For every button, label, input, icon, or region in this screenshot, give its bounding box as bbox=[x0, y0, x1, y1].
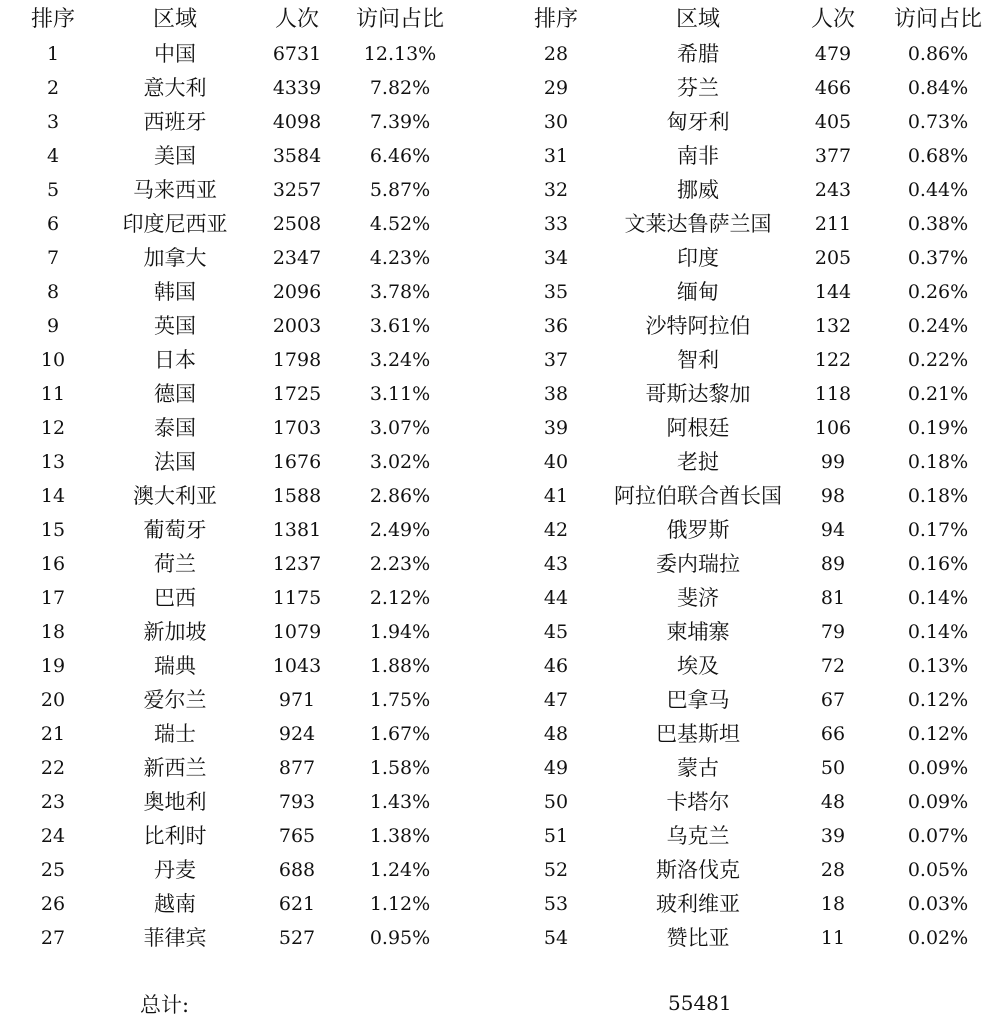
cell-rank: 37 bbox=[543, 349, 569, 371]
cell-visits: 28 bbox=[820, 859, 846, 881]
cell-pct: 0.07% bbox=[907, 825, 969, 847]
cell-pct: 0.09% bbox=[907, 757, 969, 779]
cell-region: 俄罗斯 bbox=[666, 518, 730, 542]
cell-pct: 0.14% bbox=[907, 621, 969, 643]
cell-rank: 18 bbox=[40, 621, 66, 643]
table-row bbox=[503, 37, 993, 71]
cell-region: 爱尔兰 bbox=[143, 688, 207, 712]
cell-rank: 34 bbox=[543, 247, 569, 269]
cell-rank: 45 bbox=[543, 621, 569, 643]
table-row bbox=[0, 547, 490, 581]
table-row bbox=[0, 921, 490, 955]
cell-visits: 765 bbox=[278, 825, 316, 847]
cell-rank: 4 bbox=[46, 145, 60, 167]
table-row bbox=[503, 649, 993, 683]
table-row bbox=[503, 751, 993, 785]
cell-visits: 94 bbox=[820, 519, 846, 541]
cell-visits: 527 bbox=[278, 927, 316, 949]
cell-region: 中国 bbox=[154, 42, 196, 66]
table-row bbox=[503, 547, 993, 581]
cell-region: 泰国 bbox=[154, 416, 196, 440]
cell-region: 马来西亚 bbox=[133, 178, 217, 202]
cell-visits: 971 bbox=[278, 689, 316, 711]
cell-visits: 72 bbox=[820, 655, 846, 677]
cell-visits: 877 bbox=[278, 757, 316, 779]
total-label: 总计: bbox=[140, 993, 190, 1017]
cell-rank: 43 bbox=[543, 553, 569, 575]
cell-rank: 24 bbox=[40, 825, 66, 847]
table-row bbox=[0, 411, 490, 445]
cell-rank: 17 bbox=[40, 587, 66, 609]
cell-pct: 1.58% bbox=[369, 757, 431, 779]
table-row bbox=[0, 717, 490, 751]
cell-pct: 1.67% bbox=[369, 723, 431, 745]
cell-rank: 12 bbox=[40, 417, 66, 439]
table-row bbox=[503, 921, 993, 955]
header-pct: 访问占比 bbox=[355, 7, 444, 32]
cell-pct: 0.12% bbox=[907, 723, 969, 745]
cell-pct: 2.86% bbox=[369, 485, 431, 507]
table-row bbox=[503, 377, 993, 411]
cell-region: 丹麦 bbox=[154, 858, 196, 882]
cell-pct: 0.18% bbox=[907, 485, 969, 507]
cell-pct: 4.23% bbox=[369, 247, 431, 269]
cell-visits: 6731 bbox=[272, 43, 322, 65]
cell-rank: 41 bbox=[543, 485, 569, 507]
table-row bbox=[503, 445, 993, 479]
cell-pct: 0.14% bbox=[907, 587, 969, 609]
cell-pct: 0.84% bbox=[907, 77, 969, 99]
cell-visits: 243 bbox=[814, 179, 852, 201]
table-row bbox=[503, 411, 993, 445]
cell-rank: 11 bbox=[40, 383, 66, 405]
header-rank: 排序 bbox=[30, 7, 75, 32]
cell-visits: 99 bbox=[820, 451, 846, 473]
cell-pct: 0.68% bbox=[907, 145, 969, 167]
cell-visits: 405 bbox=[814, 111, 852, 133]
cell-visits: 1588 bbox=[272, 485, 322, 507]
cell-rank: 25 bbox=[40, 859, 66, 881]
cell-region: 澳大利亚 bbox=[133, 484, 217, 508]
header-rank: 排序 bbox=[533, 7, 578, 32]
cell-region: 斯洛伐克 bbox=[656, 858, 740, 882]
cell-region: 挪威 bbox=[677, 178, 719, 202]
table-row bbox=[0, 343, 490, 377]
cell-pct: 1.24% bbox=[369, 859, 431, 881]
cell-visits: 39 bbox=[820, 825, 846, 847]
cell-region: 埃及 bbox=[677, 654, 719, 678]
table-row bbox=[0, 853, 490, 887]
table-row bbox=[0, 105, 490, 139]
table-row bbox=[503, 683, 993, 717]
table-row bbox=[503, 785, 993, 819]
cell-region: 英国 bbox=[154, 314, 196, 338]
cell-rank: 21 bbox=[40, 723, 66, 745]
cell-rank: 47 bbox=[543, 689, 569, 711]
cell-region: 文莱达鲁萨兰国 bbox=[624, 212, 772, 236]
header-region: 区域 bbox=[152, 7, 197, 32]
header-visits: 人次 bbox=[274, 7, 319, 32]
table-row bbox=[503, 513, 993, 547]
cell-visits: 3584 bbox=[272, 145, 322, 167]
cell-region: 奥地利 bbox=[143, 790, 207, 814]
cell-region: 印度 bbox=[677, 246, 719, 270]
cell-region: 南非 bbox=[677, 144, 719, 168]
table-row bbox=[503, 479, 993, 513]
cell-rank: 5 bbox=[46, 179, 60, 201]
cell-pct: 0.19% bbox=[907, 417, 969, 439]
cell-region: 比利时 bbox=[143, 824, 207, 848]
table-row bbox=[0, 887, 490, 921]
cell-region: 巴西 bbox=[154, 586, 196, 610]
cell-pct: 3.02% bbox=[369, 451, 431, 473]
cell-rank: 48 bbox=[543, 723, 569, 745]
cell-visits: 4098 bbox=[272, 111, 322, 133]
cell-region: 斐济 bbox=[677, 586, 719, 610]
cell-region: 智利 bbox=[677, 348, 719, 372]
cell-visits: 66 bbox=[820, 723, 846, 745]
cell-pct: 0.03% bbox=[907, 893, 969, 915]
table-row bbox=[0, 139, 490, 173]
table-row bbox=[0, 71, 490, 105]
cell-pct: 0.17% bbox=[907, 519, 969, 541]
cell-region: 阿拉伯联合酋长国 bbox=[614, 484, 782, 508]
table-row bbox=[503, 173, 993, 207]
cell-rank: 9 bbox=[46, 315, 60, 337]
cell-region: 老挝 bbox=[677, 450, 719, 474]
cell-region: 菲律宾 bbox=[143, 926, 207, 950]
cell-rank: 28 bbox=[543, 43, 569, 65]
cell-rank: 29 bbox=[543, 77, 569, 99]
cell-rank: 10 bbox=[40, 349, 66, 371]
cell-pct: 0.21% bbox=[907, 383, 969, 405]
table-row bbox=[503, 275, 993, 309]
cell-rank: 23 bbox=[40, 791, 66, 813]
table-row bbox=[503, 207, 993, 241]
cell-pct: 0.44% bbox=[907, 179, 969, 201]
cell-rank: 22 bbox=[40, 757, 66, 779]
cell-visits: 1175 bbox=[272, 587, 322, 609]
header-region: 区域 bbox=[675, 7, 720, 32]
cell-rank: 51 bbox=[543, 825, 569, 847]
cell-region: 阿根廷 bbox=[666, 416, 730, 440]
cell-rank: 13 bbox=[40, 451, 66, 473]
cell-pct: 0.26% bbox=[907, 281, 969, 303]
cell-visits: 4339 bbox=[272, 77, 322, 99]
cell-rank: 15 bbox=[40, 519, 66, 541]
cell-visits: 211 bbox=[814, 213, 852, 235]
cell-pct: 0.73% bbox=[907, 111, 969, 133]
cell-rank: 50 bbox=[543, 791, 569, 813]
cell-visits: 1237 bbox=[272, 553, 322, 575]
cell-visits: 122 bbox=[814, 349, 852, 371]
cell-region: 法国 bbox=[154, 450, 196, 474]
cell-rank: 42 bbox=[543, 519, 569, 541]
cell-rank: 39 bbox=[543, 417, 569, 439]
cell-rank: 16 bbox=[40, 553, 66, 575]
cell-region: 玻利维亚 bbox=[656, 892, 740, 916]
cell-pct: 1.75% bbox=[369, 689, 431, 711]
cell-visits: 81 bbox=[820, 587, 846, 609]
cell-pct: 1.88% bbox=[369, 655, 431, 677]
cell-rank: 3 bbox=[46, 111, 60, 133]
cell-visits: 2096 bbox=[272, 281, 322, 303]
cell-rank: 7 bbox=[46, 247, 60, 269]
cell-region: 西班牙 bbox=[143, 110, 207, 134]
cell-rank: 1 bbox=[46, 43, 60, 65]
cell-visits: 132 bbox=[814, 315, 852, 337]
cell-rank: 46 bbox=[543, 655, 569, 677]
cell-pct: 4.52% bbox=[369, 213, 431, 235]
table-row bbox=[0, 37, 490, 71]
cell-pct: 0.38% bbox=[907, 213, 969, 235]
cell-pct: 0.95% bbox=[369, 927, 431, 949]
cell-region: 瑞士 bbox=[154, 722, 196, 746]
cell-rank: 14 bbox=[40, 485, 66, 507]
cell-rank: 35 bbox=[543, 281, 569, 303]
table-row bbox=[0, 751, 490, 785]
cell-rank: 6 bbox=[46, 213, 60, 235]
total-value: 55481 bbox=[668, 991, 732, 1015]
cell-rank: 26 bbox=[40, 893, 66, 915]
cell-pct: 1.43% bbox=[369, 791, 431, 813]
cell-region: 印度尼西亚 bbox=[122, 212, 228, 236]
cell-pct: 7.39% bbox=[369, 111, 431, 133]
cell-region: 美国 bbox=[154, 144, 196, 168]
cell-region: 葡萄牙 bbox=[143, 518, 207, 542]
cell-pct: 2.12% bbox=[369, 587, 431, 609]
cell-pct: 0.22% bbox=[907, 349, 969, 371]
cell-visits: 11 bbox=[820, 927, 846, 949]
cell-rank: 33 bbox=[543, 213, 569, 235]
cell-region: 加拿大 bbox=[143, 246, 207, 270]
table-header-row bbox=[0, 3, 490, 37]
table-row bbox=[503, 241, 993, 275]
table-row bbox=[0, 207, 490, 241]
cell-rank: 19 bbox=[40, 655, 66, 677]
cell-rank: 20 bbox=[40, 689, 66, 711]
cell-rank: 30 bbox=[543, 111, 569, 133]
table-row bbox=[503, 819, 993, 853]
cell-visits: 48 bbox=[820, 791, 846, 813]
cell-region: 柬埔寨 bbox=[666, 620, 730, 644]
cell-pct: 0.09% bbox=[907, 791, 969, 813]
table-row bbox=[0, 513, 490, 547]
table-row bbox=[503, 343, 993, 377]
cell-visits: 2347 bbox=[272, 247, 322, 269]
cell-pct: 3.78% bbox=[369, 281, 431, 303]
table-row bbox=[0, 241, 490, 275]
table-row bbox=[503, 309, 993, 343]
table-row bbox=[503, 887, 993, 921]
header-visits: 人次 bbox=[810, 7, 855, 32]
cell-region: 沙特阿拉伯 bbox=[645, 314, 751, 338]
cell-region: 希腊 bbox=[677, 42, 719, 66]
table-row bbox=[0, 275, 490, 309]
cell-region: 日本 bbox=[154, 348, 196, 372]
cell-rank: 40 bbox=[543, 451, 569, 473]
cell-visits: 924 bbox=[278, 723, 316, 745]
cell-region: 新加坡 bbox=[143, 620, 207, 644]
cell-region: 乌克兰 bbox=[666, 824, 730, 848]
cell-region: 德国 bbox=[154, 382, 196, 406]
cell-pct: 3.24% bbox=[369, 349, 431, 371]
cell-visits: 1043 bbox=[272, 655, 322, 677]
cell-region: 芬兰 bbox=[677, 76, 719, 100]
cell-region: 哥斯达黎加 bbox=[645, 382, 751, 406]
cell-visits: 2508 bbox=[272, 213, 322, 235]
cell-region: 缅甸 bbox=[677, 280, 719, 304]
cell-region: 荷兰 bbox=[154, 552, 196, 576]
cell-pct: 1.94% bbox=[369, 621, 431, 643]
cell-visits: 50 bbox=[820, 757, 846, 779]
table-row bbox=[503, 71, 993, 105]
table-row bbox=[0, 173, 490, 207]
cell-visits: 89 bbox=[820, 553, 846, 575]
cell-rank: 36 bbox=[543, 315, 569, 337]
cell-rank: 49 bbox=[543, 757, 569, 779]
table-row bbox=[0, 819, 490, 853]
cell-visits: 118 bbox=[814, 383, 852, 405]
cell-visits: 1079 bbox=[272, 621, 322, 643]
cell-region: 匈牙利 bbox=[666, 110, 730, 134]
cell-region: 蒙古 bbox=[677, 756, 719, 780]
cell-pct: 3.07% bbox=[369, 417, 431, 439]
cell-rank: 44 bbox=[543, 587, 569, 609]
cell-visits: 205 bbox=[814, 247, 852, 269]
cell-visits: 18 bbox=[820, 893, 846, 915]
cell-pct: 12.13% bbox=[363, 43, 437, 65]
cell-visits: 479 bbox=[814, 43, 852, 65]
cell-region: 赞比亚 bbox=[666, 926, 730, 950]
cell-region: 卡塔尔 bbox=[666, 790, 730, 814]
cell-pct: 3.61% bbox=[369, 315, 431, 337]
cell-pct: 0.37% bbox=[907, 247, 969, 269]
cell-rank: 8 bbox=[46, 281, 60, 303]
cell-region: 巴拿马 bbox=[666, 688, 730, 712]
cell-pct: 1.38% bbox=[369, 825, 431, 847]
cell-region: 韩国 bbox=[154, 280, 196, 304]
cell-rank: 27 bbox=[40, 927, 66, 949]
cell-pct: 0.86% bbox=[907, 43, 969, 65]
cell-pct: 0.05% bbox=[907, 859, 969, 881]
cell-rank: 52 bbox=[543, 859, 569, 881]
cell-region: 巴基斯坦 bbox=[656, 722, 740, 746]
table-row bbox=[503, 139, 993, 173]
cell-rank: 2 bbox=[46, 77, 60, 99]
cell-visits: 1703 bbox=[272, 417, 322, 439]
cell-pct: 0.02% bbox=[907, 927, 969, 949]
table-row bbox=[0, 581, 490, 615]
cell-pct: 0.18% bbox=[907, 451, 969, 473]
cell-rank: 31 bbox=[543, 145, 569, 167]
header-pct: 访问占比 bbox=[893, 7, 982, 32]
table-row bbox=[0, 479, 490, 513]
cell-visits: 1676 bbox=[272, 451, 322, 473]
cell-region: 越南 bbox=[154, 892, 196, 916]
table-row bbox=[0, 309, 490, 343]
table-row bbox=[503, 581, 993, 615]
cell-rank: 32 bbox=[543, 179, 569, 201]
cell-visits: 621 bbox=[278, 893, 316, 915]
cell-pct: 0.16% bbox=[907, 553, 969, 575]
cell-visits: 2003 bbox=[272, 315, 322, 337]
table-row bbox=[503, 615, 993, 649]
cell-visits: 793 bbox=[278, 791, 316, 813]
table-row bbox=[0, 785, 490, 819]
cell-pct: 2.23% bbox=[369, 553, 431, 575]
cell-rank: 53 bbox=[543, 893, 569, 915]
cell-region: 新西兰 bbox=[143, 756, 207, 780]
table-row bbox=[503, 717, 993, 751]
table-row bbox=[0, 377, 490, 411]
cell-rank: 38 bbox=[543, 383, 569, 405]
cell-visits: 106 bbox=[814, 417, 852, 439]
cell-visits: 688 bbox=[278, 859, 316, 881]
cell-region: 意大利 bbox=[143, 76, 207, 100]
table-row bbox=[0, 445, 490, 479]
cell-region: 瑞典 bbox=[154, 654, 196, 678]
cell-visits: 67 bbox=[820, 689, 846, 711]
cell-visits: 3257 bbox=[272, 179, 322, 201]
cell-pct: 6.46% bbox=[369, 145, 431, 167]
cell-pct: 5.87% bbox=[369, 179, 431, 201]
cell-pct: 7.82% bbox=[369, 77, 431, 99]
cell-pct: 0.12% bbox=[907, 689, 969, 711]
cell-rank: 54 bbox=[543, 927, 569, 949]
cell-region: 委内瑞拉 bbox=[656, 552, 740, 576]
cell-visits: 377 bbox=[814, 145, 852, 167]
cell-visits: 1381 bbox=[272, 519, 322, 541]
cell-pct: 0.13% bbox=[907, 655, 969, 677]
cell-visits: 79 bbox=[820, 621, 846, 643]
cell-pct: 2.49% bbox=[369, 519, 431, 541]
cell-pct: 1.12% bbox=[369, 893, 431, 915]
table-row bbox=[0, 683, 490, 717]
cell-visits: 466 bbox=[814, 77, 852, 99]
cell-pct: 0.24% bbox=[907, 315, 969, 337]
table-row bbox=[503, 853, 993, 887]
table-row bbox=[0, 615, 490, 649]
table-row bbox=[503, 105, 993, 139]
table-row bbox=[0, 649, 490, 683]
cell-pct: 3.11% bbox=[369, 383, 431, 405]
cell-visits: 98 bbox=[820, 485, 846, 507]
cell-visits: 1725 bbox=[272, 383, 322, 405]
cell-visits: 144 bbox=[814, 281, 852, 303]
table-header-row bbox=[503, 3, 993, 37]
cell-visits: 1798 bbox=[272, 349, 322, 371]
